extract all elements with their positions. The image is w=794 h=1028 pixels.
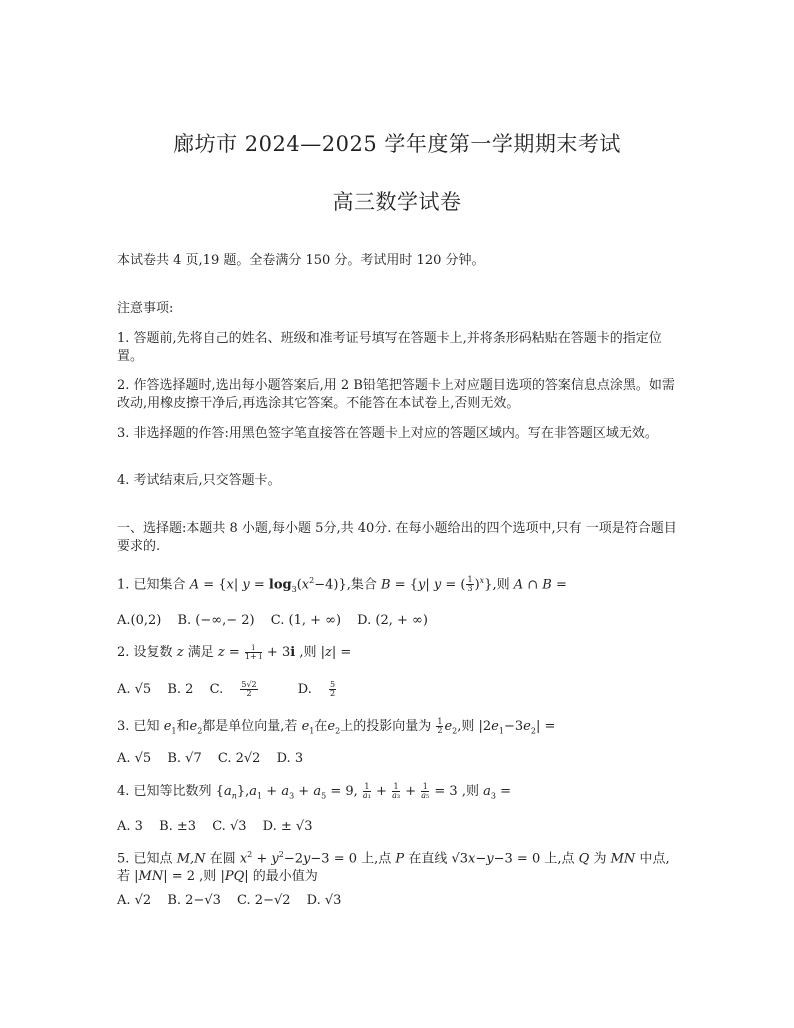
- note-1: 1. 答题前,先将自己的姓名、班级和准考证号填写在答题卡上,并将条形码粘贴在答题卡的指定位置。: [117, 331, 662, 364]
- exam-subtitle: 高三数学试卷: [332, 190, 462, 214]
- notes-heading: 注意事项:: [117, 301, 174, 316]
- question-5: 5. 已知点 M,N 在圆 $x^2 + y^2-2y-3 = 0$ 上,点 P 在直线 √3x−y−3 = 0 上,点 Q 为 MN 中点,若 |MN| = 2 ,则 |PQ| 的最小值为: [117, 850, 670, 885]
- question-2-options: A. √5 B. 2 C. $\frac{5√2}{2}$ D. $\frac{5}{2}$: [117, 680, 336, 698]
- exam-title: 廊坊市 2024—2025 学年度第一学期期末考试: [173, 132, 621, 156]
- question-1: 1. 已知集合 A = {x| $y = \log_3(x^2-4)$},集合 B = {y| y = ( $\frac{1}{3}$ )$^x$},则 A ∩ B =: [117, 575, 567, 594]
- question-1-options: A.(0,2) B. (−∞,− 2) C. (1, + ∞) D. (2, + ∞): [117, 613, 428, 628]
- question-4-options: A. 3 B. ±3 C. √3 D. ± √3: [117, 819, 313, 834]
- question-3: 3. 已知 $e_1$和$e_2$都是单位向量,若 $e_1$在$e_2$上的投影向量为 $\frac{1}{2}$ $e_2$,则 $|2e_1-3e_2|$ =: [117, 717, 556, 736]
- question-5-options: A. √2 B. 2−√3 C. 2−√2 D. √3: [117, 893, 342, 908]
- note-3: 3. 非选择题的作答:用黑色签字笔直接答在答题卡上对应的答题区域内。写在非答题区域无效。: [117, 426, 658, 441]
- section-1-heading: 一、选择题:本题共 8 小题,每小题 5分,共 40分. 在每小题给出的四个选项中,只有 一项是符合题目要求的.: [117, 521, 677, 554]
- question-4: 4. 已知等比数列 $\{a_n\},a_1 + a_3 + a_5 = 9$, $\frac{1}{\text{a₁}}$ + $\frac{1}{\text{a₃}}$ + $\frac{1}{\text{a₅}}$ = 3 ,则 $a_3$ =: [117, 782, 511, 801]
- note-4: 4. 考试结束后,只交答题卡。: [117, 473, 281, 488]
- note-2: 2. 作答选择题时,选出每小题答案后,用 2 B铅笔把答题卡上对应题目选项的答案信息点涂黑。如需改动,用橡皮擦干净后,再选涂其它答案。不能答在本试卷上,否则无效。: [117, 378, 675, 411]
- question-2: 2. 设复数 z 满足 z = $\frac{i}{1+ i}$ + 3i ,则 |z| =: [117, 643, 352, 661]
- exam-intro: 本试卷共 4 页,19 题。全卷满分 150 分。考试用时 120 分钟。: [117, 253, 485, 268]
- question-3-options: A. √5 B. √7 C. 2√2 D. 3: [117, 751, 304, 766]
